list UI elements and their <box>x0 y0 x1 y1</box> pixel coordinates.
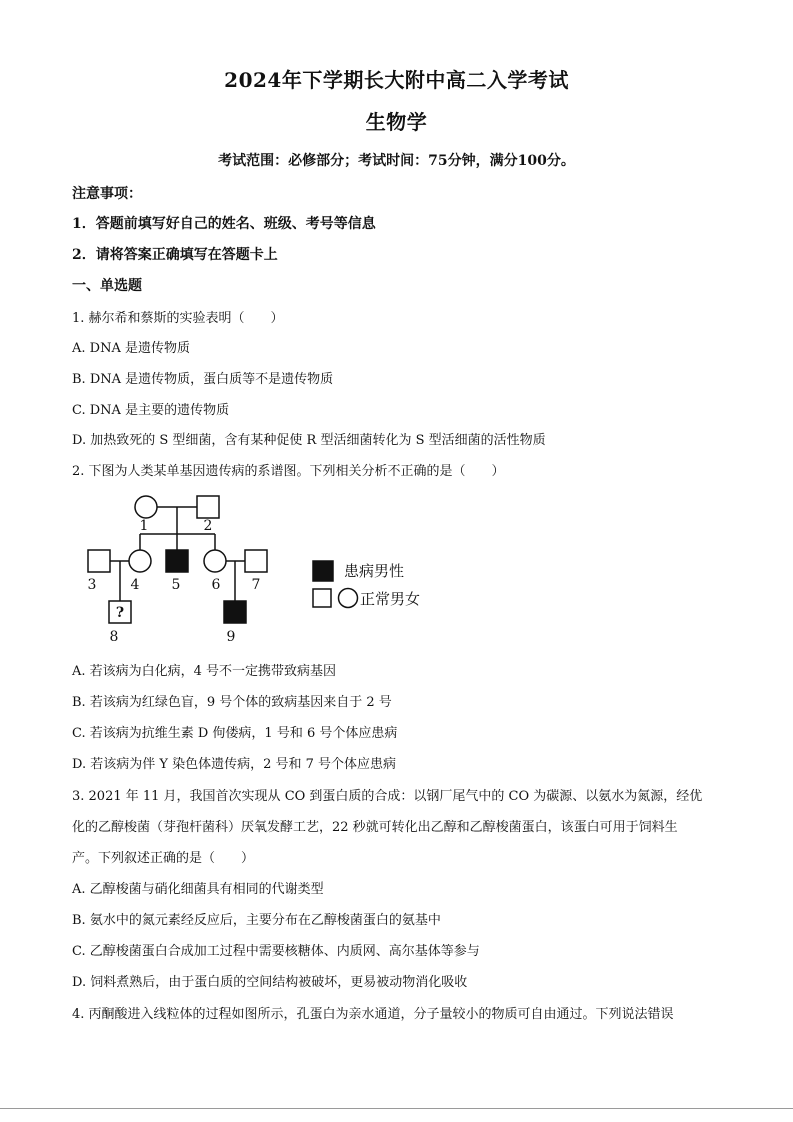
option-d: D. 若该病为伴 Y 染色体遗传病，2 号和 7 号个体应患病 <box>72 757 397 772</box>
unknown-mark: ? <box>115 605 125 621</box>
option-b: B. 氨水中的氮元素经反应后，主要分布在乙醇梭菌蛋白的氨基中 <box>72 913 441 928</box>
label-3: 3 <box>87 577 97 593</box>
question-stem: 2. 下图为人类某单基因遗传病的系谱图。下列相关分析不正确的是（ ） <box>72 464 505 479</box>
legend-affected-swatch <box>313 561 333 581</box>
option-b: B. 若该病为红绿色盲，9 号个体的致病基因来自于 2 号 <box>72 695 392 710</box>
label-5: 5 <box>171 577 181 593</box>
label-4: 4 <box>130 577 140 593</box>
option-d: D. 饲料煮熟后，由于蛋白质的空间结构被破坏，更易被动物消化吸收 <box>72 975 468 990</box>
option-a: A. 若该病为白化病，4 号不一定携带致病基因 <box>72 664 337 679</box>
notice-item: 2．请将答案正确填写在答题卡上 <box>72 247 278 263</box>
exam-info: 考试范围：必修部分；考试时间：75分钟，满分100分。 <box>218 153 575 169</box>
label-1: 1 <box>139 518 149 534</box>
option-c: C. 若该病为抗维生素 D 佝偻病，1 号和 6 号个体应患病 <box>72 726 398 741</box>
individual-6 <box>204 550 226 572</box>
label-6: 6 <box>211 577 221 593</box>
option-a: A. 乙醇梭菌与硝化细菌具有相同的代谢类型 <box>72 882 324 897</box>
option-c: C. 乙醇梭菌蛋白合成加工过程中需要核糖体、内质网、高尔基体等参与 <box>72 944 480 959</box>
option-b: B. DNA 是遗传物质，蛋白质等不是遗传物质 <box>72 372 334 387</box>
question-stem: 1. 赫尔希和蔡斯的实验表明（ ） <box>72 311 284 326</box>
page-bottom-rule <box>0 1108 793 1109</box>
option-c: C. DNA 是主要的遗传物质 <box>72 403 230 418</box>
individual-2 <box>197 496 219 518</box>
notice-item: 1．答题前填写好自己的姓名、班级、考号等信息 <box>72 216 376 232</box>
notice-heading: 注意事项： <box>72 186 142 202</box>
subject-title: 生物学 <box>365 110 428 134</box>
individual-5 <box>166 550 188 572</box>
question-stem: 4. 丙酮酸进入线粒体的过程如图所示，孔蛋白为亲水通道，分子量较小的物质可自由通过。下列说法错误 <box>72 1007 674 1022</box>
legend-affected-label: 患病男性 <box>344 563 405 580</box>
label-7: 7 <box>251 577 261 593</box>
individual-7 <box>245 550 267 572</box>
pedigree-diagram <box>80 486 430 646</box>
individual-9 <box>224 601 246 623</box>
individual-1 <box>135 496 157 518</box>
label-9: 9 <box>226 629 236 645</box>
question-stem-line: 化的乙醇梭菌（芽孢杆菌科）厌氧发酵工艺，22 秒就可转化出乙醇和乙醇梭菌蛋白，该蛋白可用于饲料生 <box>72 820 678 835</box>
question-stem-line: 3. 2021 年 11 月，我国首次实现从 CO 到蛋白质的合成：以钢厂尾气中的 CO 为碳源、以氨水为氮源，经优 <box>72 789 703 804</box>
legend-normal-female-swatch <box>339 589 358 608</box>
option-a: A. DNA 是遗传物质 <box>72 341 190 356</box>
legend-normal-label: 正常男女 <box>360 591 421 608</box>
individual-3 <box>88 550 110 572</box>
exam-title: 2024年下学期长大附中高二入学考试 <box>224 68 569 92</box>
section-title: 一、单选题 <box>72 278 142 294</box>
question-stem-line: 产。下列叙述正确的是（ ） <box>72 851 255 866</box>
label-2: 2 <box>203 518 213 534</box>
option-d: D. 加热致死的 S 型细菌，含有某种促使 R 型活细菌转化为 S 型活细菌的活性物质 <box>72 433 546 448</box>
legend-normal-male-swatch <box>313 589 331 607</box>
label-8: 8 <box>109 629 119 645</box>
individual-4 <box>129 550 151 572</box>
